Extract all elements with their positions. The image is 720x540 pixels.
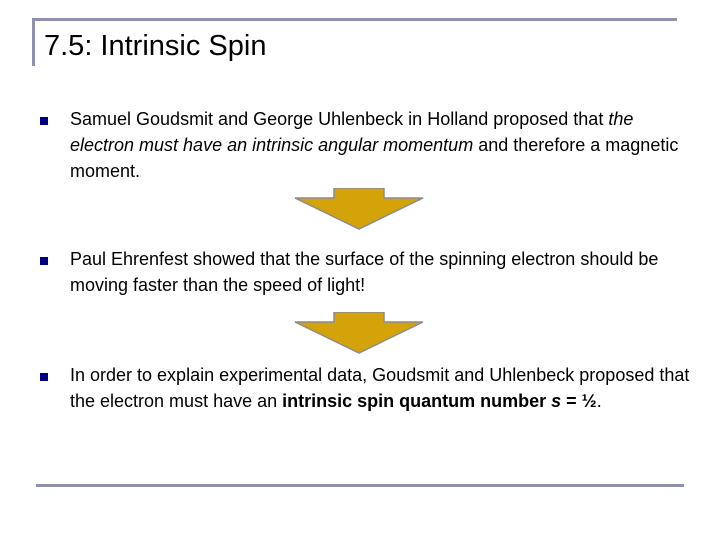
bullet-text-1	[70, 106, 700, 184]
bottom-rule	[36, 484, 684, 487]
bullet-3-part-5: .	[596, 391, 602, 411]
bullet-text-3	[70, 362, 690, 414]
down-arrow-icon	[291, 312, 427, 354]
bullet-3-part-4: = ½	[561, 391, 597, 411]
bullet-2-part-1: Paul Ehrenfest showed that the surface of the spinning electron should be moving faster than the speed of light!	[70, 249, 659, 295]
page-title: 7.5: Intrinsic Spin	[44, 30, 267, 62]
bullet-3-part-1: In order to explain experimental data, Goudsmit and Uhlenbeck proposed that the electron must have an	[70, 365, 690, 411]
title-rule-left	[32, 18, 35, 66]
down-arrow-icon	[291, 188, 427, 230]
bullet-1-part-3: and therefore a magnetic moment.	[70, 135, 679, 181]
bullet-3-part-3: s	[551, 391, 562, 411]
bullet-1-part-2: the electron must have an intrinsic angular momentum	[70, 109, 634, 155]
bullet-text-2	[70, 246, 680, 298]
down-arrow-shape	[295, 312, 423, 353]
bullet-1-part-1: Samuel Goudsmit and George Uhlenbeck in Holland proposed that	[70, 109, 609, 129]
bullet-icon	[40, 373, 48, 381]
down-arrow-shape	[295, 188, 423, 229]
bullet-3-part-2: intrinsic spin quantum number	[282, 391, 552, 411]
title-rule-top	[32, 18, 677, 21]
bullet-icon	[40, 257, 48, 265]
bullet-icon	[40, 117, 48, 125]
